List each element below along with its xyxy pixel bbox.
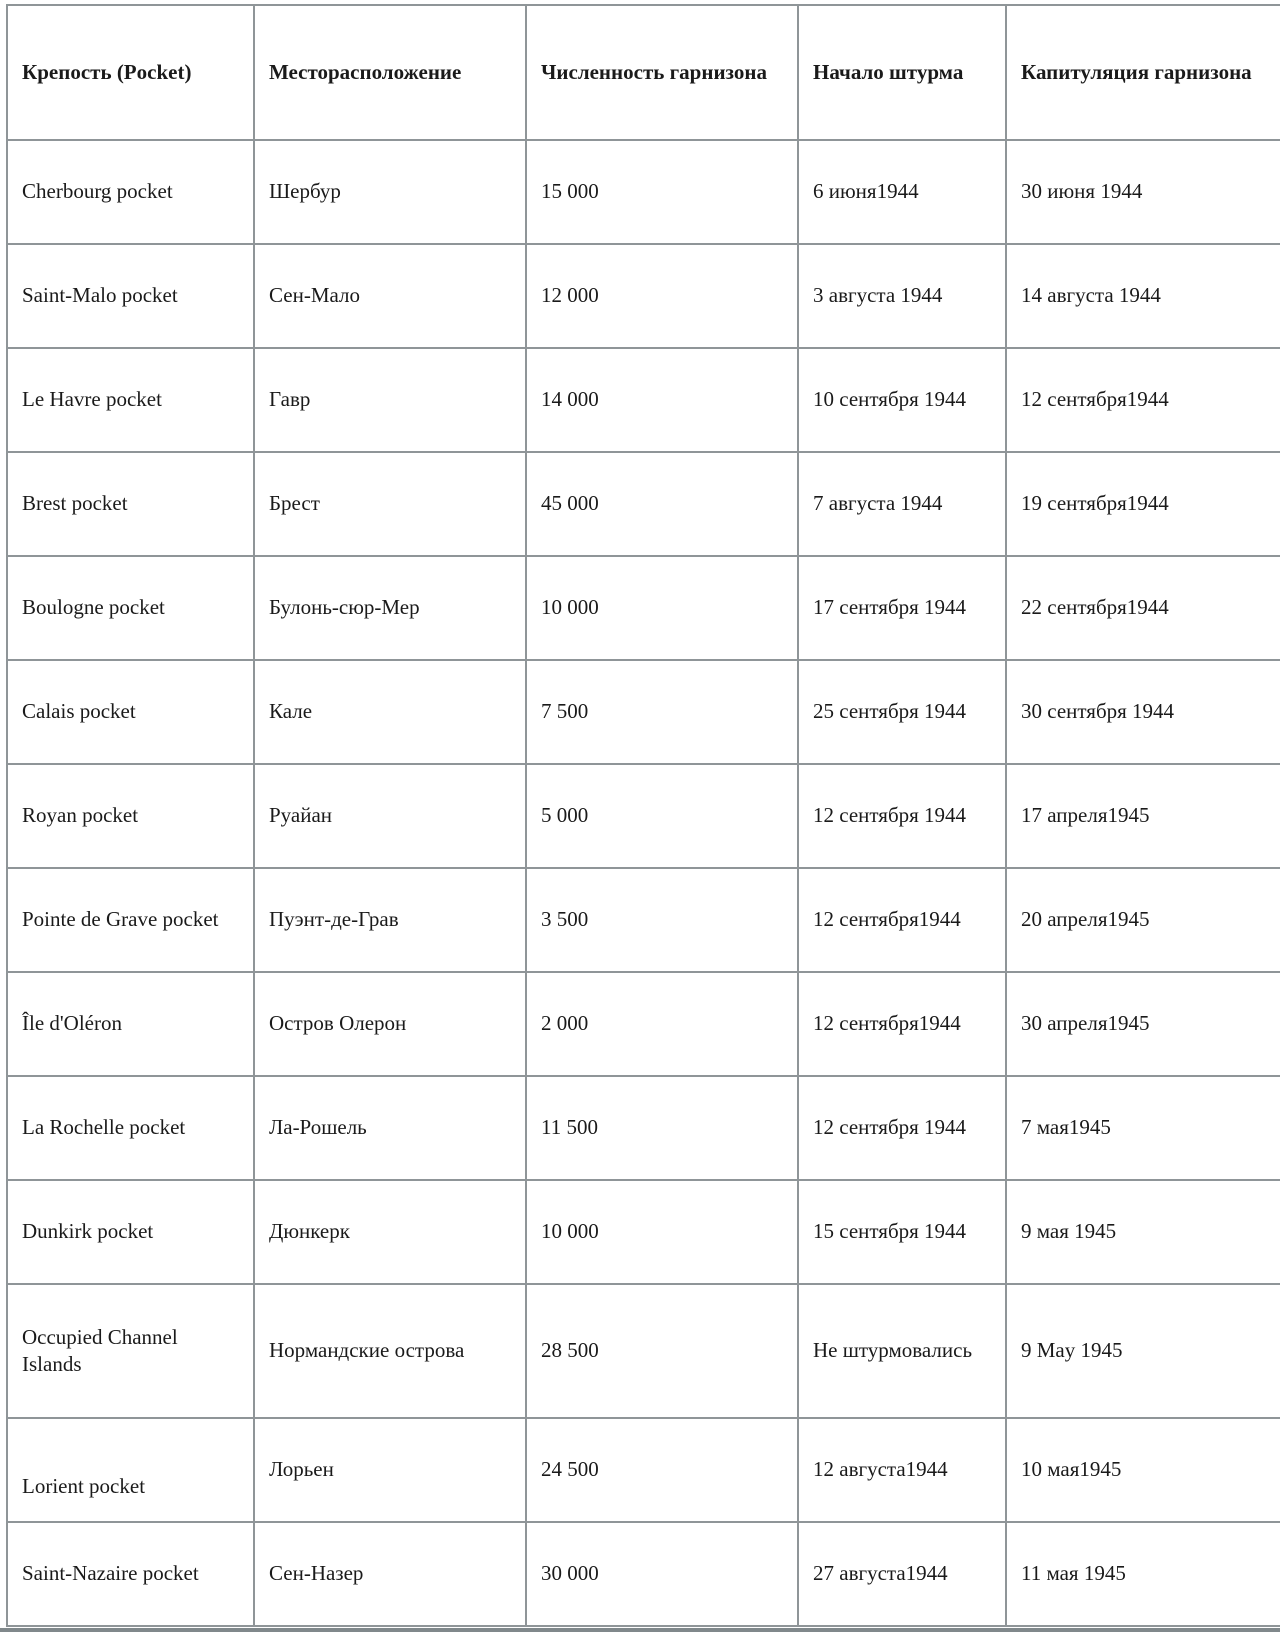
- cell-location: Брест: [254, 452, 526, 556]
- cell-location: Гавр: [254, 348, 526, 452]
- cell-location: Ла-Рошель: [254, 1076, 526, 1180]
- cell-location: Руайан: [254, 764, 526, 868]
- cell-garrison: 2 000: [526, 972, 798, 1076]
- cell-assault-start: 6 июня1944: [798, 140, 1006, 244]
- cell-pocket: Royan pocket: [7, 764, 254, 868]
- cell-assault-start: 25 сентября 1944: [798, 660, 1006, 764]
- table-row: [7, 1418, 1280, 1522]
- cell-capitulation: 30 июня 1944: [1006, 140, 1280, 244]
- cell-garrison: 28 500: [526, 1284, 798, 1418]
- table-row: [7, 972, 1280, 1076]
- cell-capitulation: 22 сентября1944: [1006, 556, 1280, 660]
- cell-pocket: Lorient pocket: [7, 1418, 254, 1522]
- cell-assault-start: 12 сентября1944: [798, 868, 1006, 972]
- table-header-row: [7, 5, 1280, 140]
- cell-pocket: Le Havre pocket: [7, 348, 254, 452]
- table-row: [7, 660, 1280, 764]
- cell-garrison: 15 000: [526, 140, 798, 244]
- cell-garrison: 3 500: [526, 868, 798, 972]
- column-header-garrison-size: Численность гарнизона: [526, 5, 798, 140]
- cell-assault-start: 10 сентября 1944: [798, 348, 1006, 452]
- table-row: [7, 244, 1280, 348]
- table-row: [7, 1076, 1280, 1180]
- cell-location: Булонь-сюр-Мер: [254, 556, 526, 660]
- cell-capitulation: 7 мая1945: [1006, 1076, 1280, 1180]
- cell-assault-start: 12 сентября 1944: [798, 764, 1006, 868]
- table-row: [7, 764, 1280, 868]
- cell-garrison: 24 500: [526, 1418, 798, 1522]
- cell-garrison: 45 000: [526, 452, 798, 556]
- cell-pocket: Saint-Malo pocket: [7, 244, 254, 348]
- pockets-table: [6, 4, 1280, 1627]
- cell-garrison: 10 000: [526, 1180, 798, 1284]
- cell-assault-start: 17 сентября 1944: [798, 556, 1006, 660]
- cell-assault-start: 27 августа1944: [798, 1522, 1006, 1626]
- cell-capitulation: 19 сентября1944: [1006, 452, 1280, 556]
- cell-capitulation: 30 сентября 1944: [1006, 660, 1280, 764]
- column-header-location: Месторасположение: [254, 5, 526, 140]
- cell-pocket: Saint-Nazaire pocket: [7, 1522, 254, 1626]
- cell-capitulation: 9 мая 1945: [1006, 1180, 1280, 1284]
- cell-assault-start: 15 сентября 1944: [798, 1180, 1006, 1284]
- cell-garrison: 7 500: [526, 660, 798, 764]
- cell-assault-start: 12 сентября1944: [798, 972, 1006, 1076]
- cell-capitulation: 12 сентября1944: [1006, 348, 1280, 452]
- table-row: [7, 1180, 1280, 1284]
- cell-capitulation: 20 апреля1945: [1006, 868, 1280, 972]
- cell-capitulation: 14 августа 1944: [1006, 244, 1280, 348]
- bottom-page-rule: [0, 1628, 1280, 1632]
- cell-garrison: 10 000: [526, 556, 798, 660]
- table-row: [7, 140, 1280, 244]
- cell-garrison: 30 000: [526, 1522, 798, 1626]
- cell-pocket: Cherbourg pocket: [7, 140, 254, 244]
- cell-garrison: 11 500: [526, 1076, 798, 1180]
- cell-pocket: Dunkirk pocket: [7, 1180, 254, 1284]
- table-row: [7, 348, 1280, 452]
- cell-capitulation: 30 апреля1945: [1006, 972, 1280, 1076]
- column-header-fortress: Крепость (Pocket): [7, 5, 254, 140]
- cell-location: Сен-Назер: [254, 1522, 526, 1626]
- pockets-table-container: [6, 4, 1280, 1629]
- cell-location: Лорьен: [254, 1418, 526, 1522]
- column-header-capitulation: Капитуляция гарнизона: [1006, 5, 1280, 140]
- cell-pocket: Boulogne pocket: [7, 556, 254, 660]
- cell-assault-start: 7 августа 1944: [798, 452, 1006, 556]
- cell-capitulation: 11 мая 1945: [1006, 1522, 1280, 1626]
- cell-location: Нормандские острова: [254, 1284, 526, 1418]
- cell-pocket: Pointe de Grave pocket: [7, 868, 254, 972]
- cell-capitulation: 9 May 1945: [1006, 1284, 1280, 1418]
- cell-pocket: Occupied Channel Islands: [7, 1284, 254, 1418]
- cell-capitulation: 10 мая1945: [1006, 1418, 1280, 1522]
- table-body: [7, 140, 1280, 1626]
- cell-assault-start: 12 августа1944: [798, 1418, 1006, 1522]
- column-header-assault-start: Начало штурма: [798, 5, 1006, 140]
- table-row: [7, 868, 1280, 972]
- cell-location: Сен-Мало: [254, 244, 526, 348]
- cell-pocket: Brest pocket: [7, 452, 254, 556]
- cell-garrison: 12 000: [526, 244, 798, 348]
- table-row: [7, 452, 1280, 556]
- table-row: [7, 1522, 1280, 1626]
- cell-location: Остров Олерон: [254, 972, 526, 1076]
- table-row: [7, 1284, 1280, 1418]
- cell-location: Пуэнт-де-Грав: [254, 868, 526, 972]
- cell-pocket: Calais pocket: [7, 660, 254, 764]
- cell-assault-start: 12 сентября 1944: [798, 1076, 1006, 1180]
- cell-assault-start: Не штурмовались: [798, 1284, 1006, 1418]
- cell-location: Кале: [254, 660, 526, 764]
- cell-pocket: La Rochelle pocket: [7, 1076, 254, 1180]
- cell-pocket: Île d'Oléron: [7, 972, 254, 1076]
- cell-location: Шербур: [254, 140, 526, 244]
- cell-location: Дюнкерк: [254, 1180, 526, 1284]
- table-row: [7, 556, 1280, 660]
- cell-assault-start: 3 августа 1944: [798, 244, 1006, 348]
- cell-garrison: 5 000: [526, 764, 798, 868]
- cell-garrison: 14 000: [526, 348, 798, 452]
- cell-capitulation: 17 апреля1945: [1006, 764, 1280, 868]
